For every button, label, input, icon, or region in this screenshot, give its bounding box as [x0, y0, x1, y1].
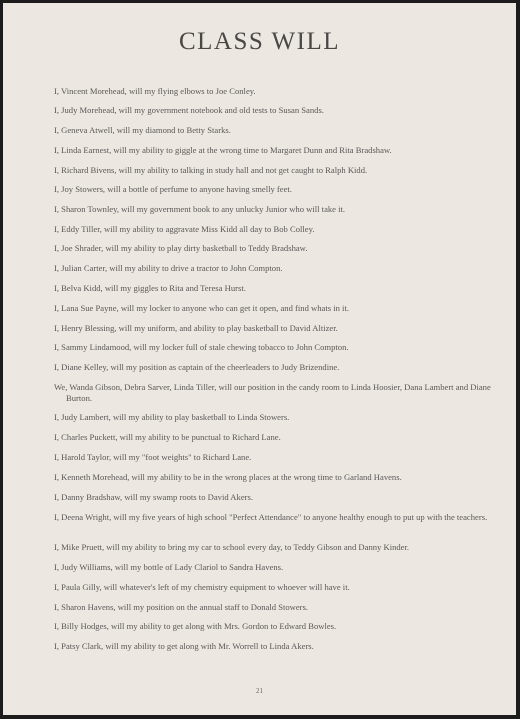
will-entry: I, Patsy Clark, will my ability to get along with Mr. Worrell to Linda Akers. — [54, 641, 314, 651]
will-entry: I, Billy Hodges, will my ability to get along with Mrs. Gordon to Edward Bowles. — [54, 621, 337, 631]
will-entry: I, Kenneth Morehead, will my ability to be in the wrong places at the wrong time to Garland Havens. — [54, 472, 402, 482]
will-entry: I, Vincent Morehead, will my flying elbows to Joe Conley. — [54, 86, 256, 96]
will-entry: I, Sammy Lindamood, will my locker full of stale chewing tobacco to John Compton. — [54, 342, 349, 352]
will-entry: I, Danny Bradshaw, will my swamp roots to David Akers. — [54, 492, 253, 502]
will-entry: I, Linda Earnest, will my ability to giggle at the wrong time to Margaret Dunn and Rita Bradshaw. — [54, 145, 392, 155]
will-entry: I, Henry Blessing, will my uniform, and ability to play basketball to David Altizer. — [54, 323, 338, 333]
will-entry: I, Judy Williams, will my bottle of Lady Clariol to Sandra Havens. — [54, 562, 284, 572]
will-entry: I, Paula Gilly, will whatever's left of my chemistry equipment to whoever will have it. — [54, 582, 350, 592]
document-page — [3, 3, 516, 715]
will-entry: I, Julian Carter, will my ability to drive a tractor to John Compton. — [54, 263, 283, 273]
will-entry: I, Sharon Havens, will my position on the annual staff to Donald Stowers. — [54, 602, 309, 612]
will-entry: I, Harold Taylor, will my "foot weights" to Richard Lane. — [54, 452, 252, 462]
will-entry: I, Lana Sue Payne, will my locker to anyone who can get it open, and find whats in it. — [54, 303, 349, 313]
will-entry: I, Eddy Tiller, will my ability to aggravate Miss Kidd all day to Bob Colley. — [54, 224, 315, 234]
will-entry: I, Joe Shrader, will my ability to play dirty basketball to Teddy Bradshaw. — [54, 243, 308, 253]
will-entry: We, Wanda Gibson, Debra Sarver, Linda Tiller, will our position in the candy room to Linda Hoosier, Dana Lambert and Diane Burton. — [54, 382, 491, 403]
will-entry: I, Diane Kelley, will my position as captain of the cheerleaders to Judy Brizendine. — [54, 362, 340, 372]
will-entry: I, Sharon Townley, will my government book to any unlucky Junior who will take it. — [54, 204, 346, 214]
will-entry: I, Joy Stowers, will a bottle of perfume to anyone having smelly feet. — [54, 184, 292, 194]
will-entry: I, Mike Pruett, will my ability to bring my car to school every day, to Teddy Gibson and Danny Kinder. — [54, 542, 410, 552]
will-entry: I, Richard Bivens, will my ability to talking in study hall and not get caught to Ralph Kidd. — [54, 165, 368, 175]
will-entry: I, Judy Lambert, will my ability to play basketball to Linda Stowers. — [54, 412, 290, 422]
will-entry: I, Geneva Atwell, will my diamond to Betty Starks. — [54, 125, 231, 135]
will-entry: I, Belva Kidd, will my giggles to Rita and Teresa Hurst. — [54, 283, 246, 293]
will-entry: I, Judy Morehead, will my government notebook and old tests to Susan Sands. — [54, 105, 324, 115]
page-title: CLASS WILL — [178, 28, 341, 55]
page-number: 21 — [256, 687, 263, 695]
will-entry: I, Deena Wright, will my five years of high school "Perfect Attendance" to anyone healthy enough to put up with the teachers. — [54, 512, 488, 522]
will-entry: I, Charles Puckett, will my ability to be punctual to Richard Lane. — [54, 432, 281, 442]
